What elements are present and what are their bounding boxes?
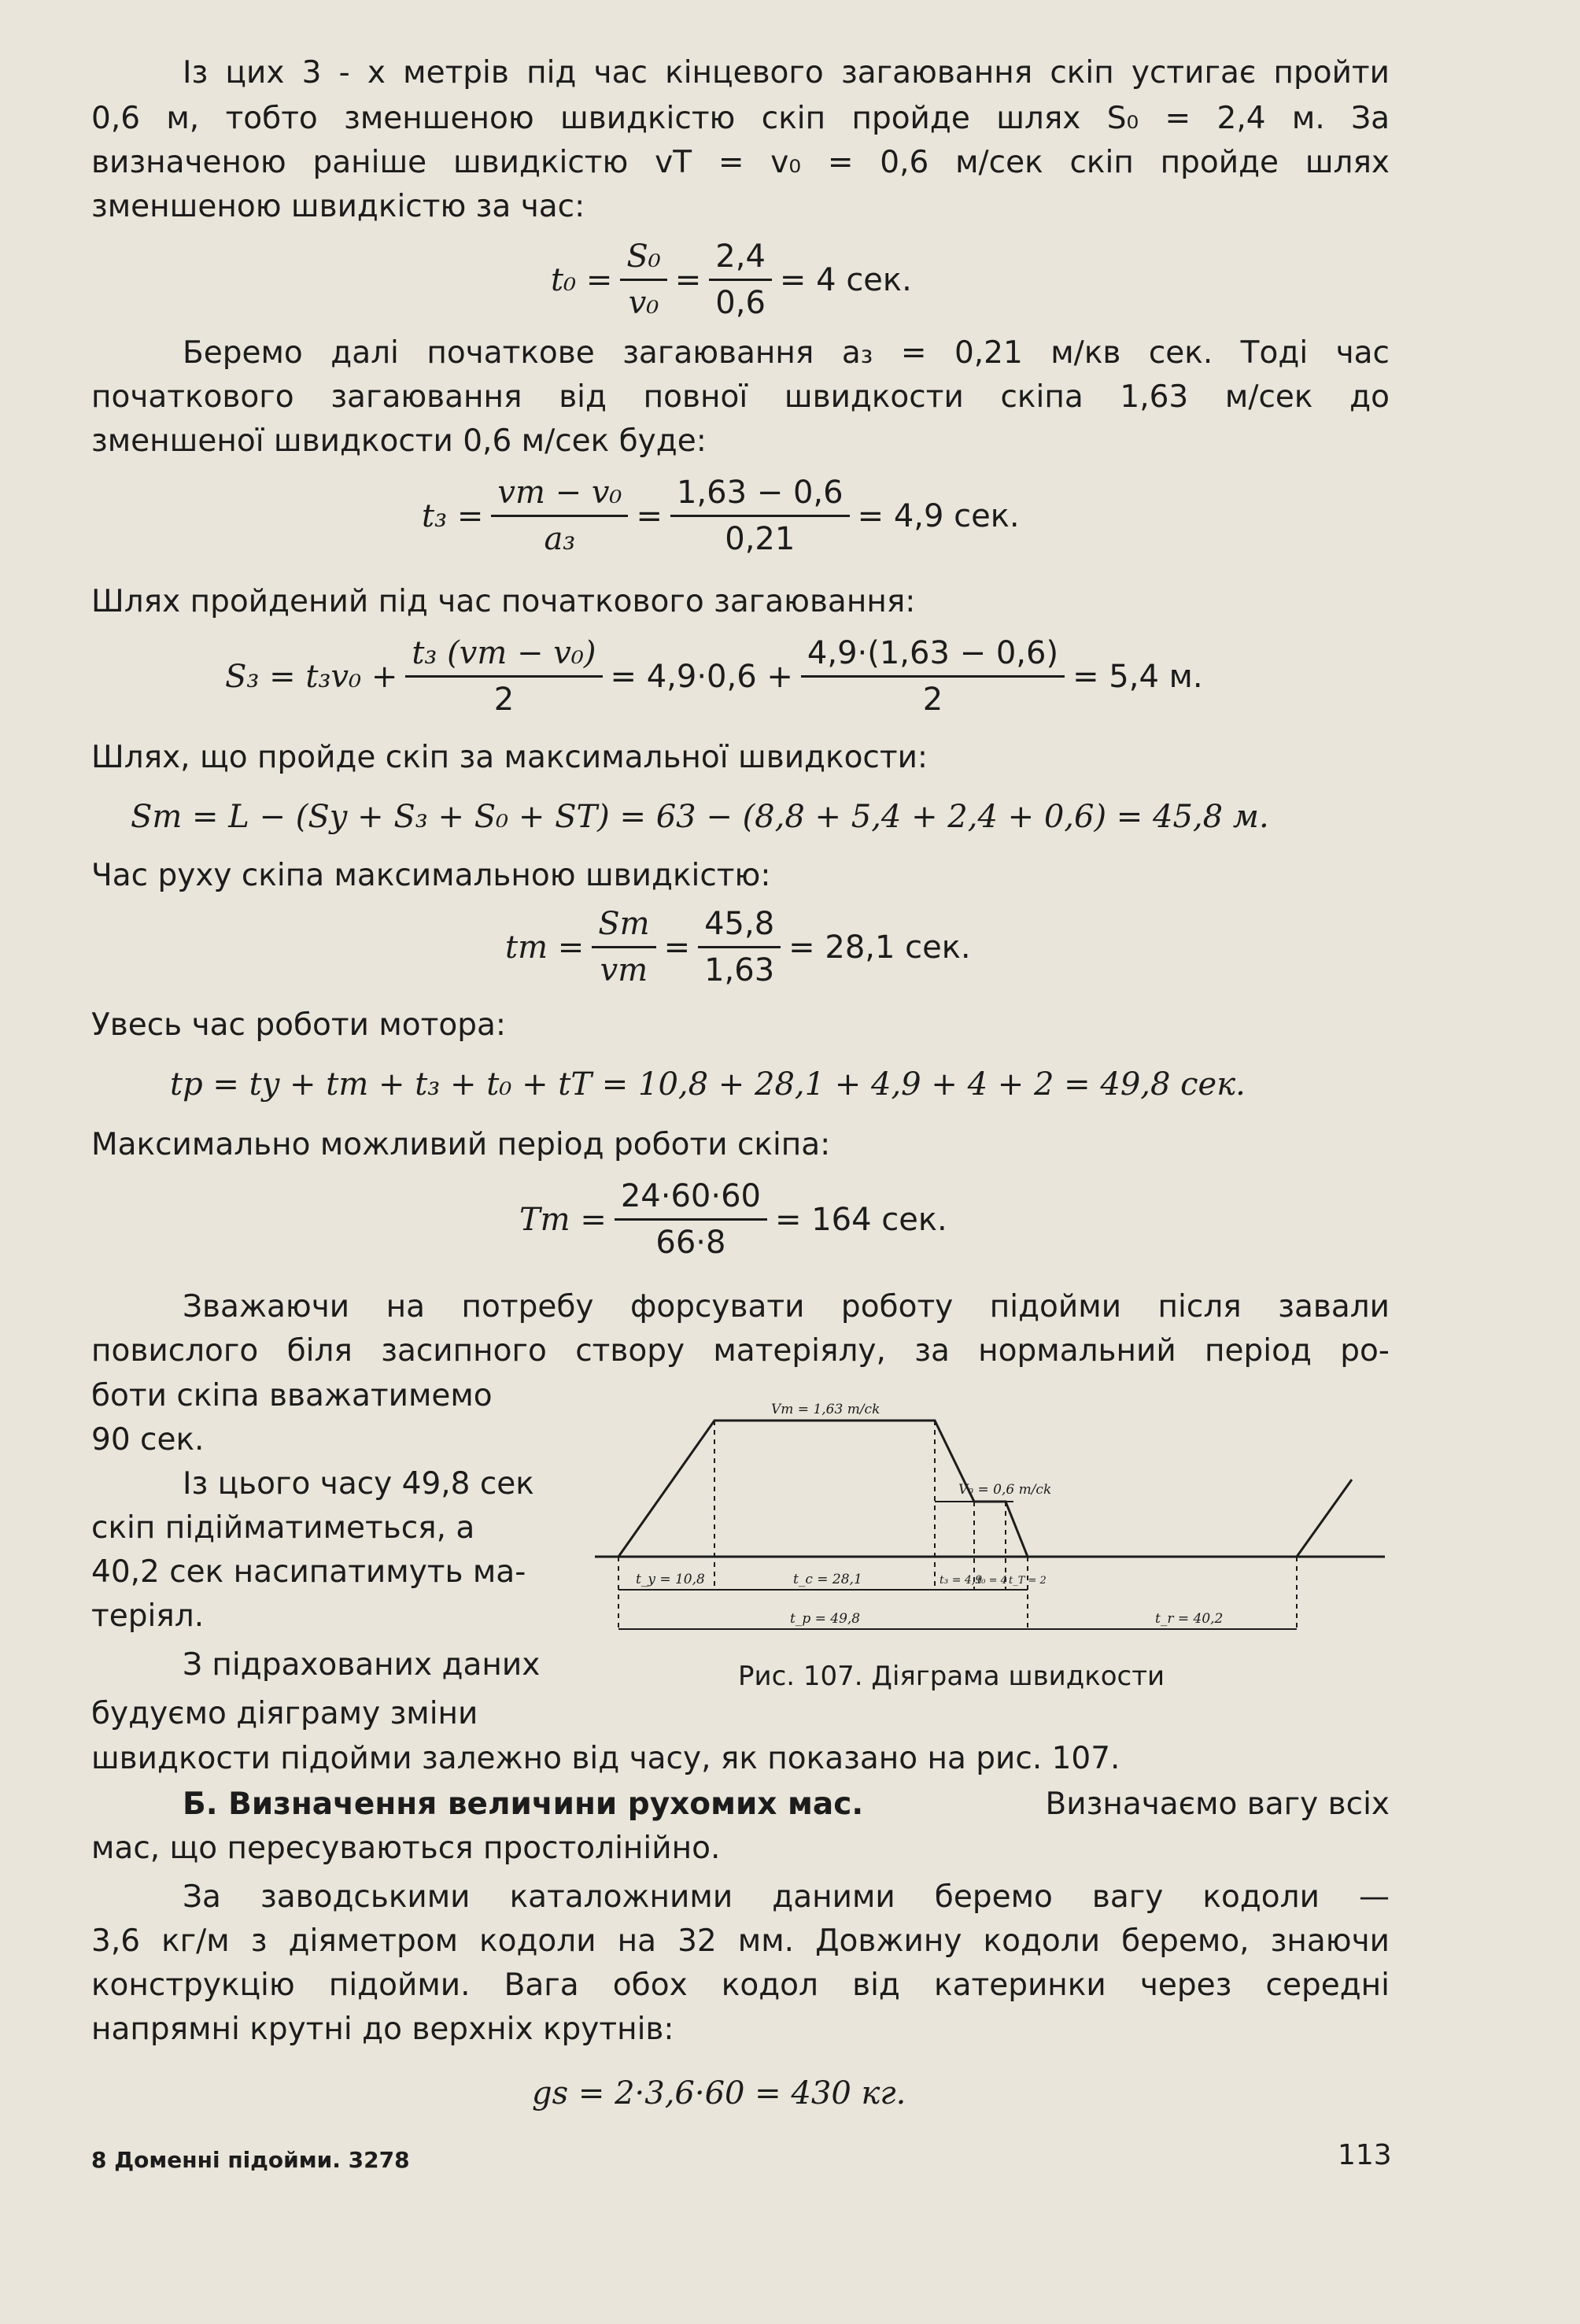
formula-text: gs = 2·3,6·60 = 430 кг. — [532, 2075, 906, 2112]
fraction — [615, 1176, 767, 1263]
text-line: 0,6 м, тобто зменшеною швидкістю скіп пройде шлях S₀ = 2,4 м. За — [91, 101, 1390, 136]
numerator: 1,63 − 0,6 — [670, 472, 850, 517]
formula-rhs: = 28,1 сек. — [788, 929, 971, 966]
text-line: будуємо діяграму зміни — [91, 1696, 478, 1731]
tT-label: t_T = 2 — [1009, 1575, 1047, 1587]
text-line: зменшеної швидкости 0,6 м/сек буде: — [91, 423, 707, 459]
tp-label: t_p = 49,8 — [790, 1611, 861, 1627]
formula-rhs: = 164 сек. — [774, 1201, 947, 1238]
formula-lhs: tm = — [505, 929, 585, 966]
ty-label: t_y = 10,8 — [636, 1572, 705, 1587]
text-line: Максимально можливий період роботи скіпа: — [91, 1127, 831, 1162]
fraction — [592, 903, 655, 991]
page-number: 113 — [1338, 2139, 1392, 2171]
denominator: 2 — [922, 682, 943, 718]
denominator: 1,63 — [704, 952, 775, 988]
t3-label: t₃ = 4,9 — [940, 1574, 983, 1587]
formula-text: tp = ty + tm + t₃ + t₀ + tT = 10,8 + 28,1 + 4,9 + 4 + 2 = 49,8 сек. — [170, 1066, 1246, 1103]
denominator: v₀ — [628, 285, 659, 321]
formula-mid: = 4,9·0,6 + — [610, 658, 793, 695]
formula-lhs: t₀ = — [551, 261, 613, 298]
numerator: 45,8 — [698, 903, 781, 948]
text-line: мас, що пересуваються простолінійно. — [91, 1831, 721, 1866]
denominator: vm — [600, 952, 648, 988]
text-line: теріял. — [91, 1598, 205, 1634]
section-heading-line — [183, 1783, 1390, 1826]
numerator: t₃ (vm − v₀) — [405, 633, 602, 678]
formula-text: Sm = L − (Sy + S₃ + S₀ + ST) = 63 − (8,8 + 5,4 + 2,4 + 0,6) = 45,8 м. — [131, 799, 1269, 835]
denominator: 66·8 — [655, 1225, 726, 1261]
denominator: 0,6 — [715, 285, 766, 321]
tr-label: t_r = 40,2 — [1155, 1611, 1224, 1627]
denominator: 2 — [493, 682, 515, 718]
text-line: Шлях, що пройде скіп за максимальної швидкости: — [91, 740, 928, 775]
formula-t0 — [551, 236, 912, 323]
fraction — [670, 472, 850, 560]
text-line: 3,6 кг/м з діяметром кодоли на 32 мм. Довжину кодоли беремо, знаючи — [91, 1923, 1390, 1959]
text-line: Час руху скіпа максимальною швидкістю: — [91, 858, 771, 893]
figure-caption: Рис. 107. Діяграма швидкости — [738, 1661, 1165, 1692]
fraction — [620, 236, 666, 323]
fraction — [491, 472, 628, 560]
equals-sign: = — [636, 497, 663, 534]
section-heading: Б. Визначення величини рухомих мас. — [183, 1786, 864, 1822]
text-line: 40,2 сек насипатимуть ма- — [91, 1554, 526, 1590]
text-line: напрямні крутні до верхніх крутнів: — [91, 2012, 674, 2047]
numerator: 2,4 — [709, 236, 772, 281]
text-line: Шлях пройдений під час початкового загаювання: — [91, 584, 916, 619]
text-line: Із цих 3 - х метрів під час кінцевого загаювання скіп устигає пройти — [183, 55, 1390, 91]
numerator: 24·60·60 — [615, 1176, 767, 1221]
numerator: vm − v₀ — [491, 472, 628, 517]
formula-sm — [131, 795, 1269, 839]
footer-signature: 8 Доменні підойми. 3278 — [91, 2147, 410, 2173]
next-cycle-line — [1297, 1480, 1352, 1557]
denominator: a₃ — [544, 521, 576, 557]
text-line: повислого біля засипного створу матеріялу, за нормальний період ро- — [91, 1333, 1390, 1369]
equals-sign: = — [663, 929, 691, 966]
text-line: визначеною раніше швидкістю vT = v₀ = 0,6 м/сек скіп пройде шлях — [91, 145, 1390, 180]
formula-lhs: t₃ = — [422, 497, 484, 534]
text-line: Увесь час роботи мотора: — [91, 1007, 506, 1043]
text-line: Беремо далі початкове загаювання a₃ = 0,21 м/кв сек. Тоді час — [183, 335, 1390, 371]
text-line: 90 сек. — [91, 1422, 205, 1458]
numerator: 4,9·(1,63 − 0,6) — [801, 633, 1065, 678]
formula-rhs: = 4,9 сек. — [857, 497, 1020, 534]
fraction — [405, 633, 602, 720]
vm-label: Vm = 1,63 m/ck — [771, 1402, 880, 1417]
tc-label: t_c = 28,1 — [793, 1572, 862, 1587]
formula-tp — [170, 1062, 1246, 1107]
text-line: швидкости підойми залежно від часу, як показано на рис. 107. — [91, 1741, 1120, 1776]
numerator: Sm — [592, 903, 655, 948]
formula-lhs: S₃ = t₃v₀ + — [225, 658, 398, 695]
text-line: боти скіпа вважатимемо — [91, 1378, 493, 1413]
text-line: зменшеною швидкістю за час: — [91, 189, 585, 224]
denominator: 0,21 — [725, 521, 796, 557]
speed-diagram — [589, 1401, 1391, 1668]
text-line: скіп підійматиметься, а — [91, 1510, 475, 1546]
formula-lhs: Tm = — [519, 1201, 607, 1238]
fraction — [801, 633, 1065, 720]
formula-tm — [505, 903, 971, 991]
text-line: З підрахованих даних — [183, 1647, 541, 1683]
fraction — [698, 903, 781, 991]
formula-rhs: = 4 сек. — [779, 261, 912, 298]
numerator: S₀ — [620, 236, 666, 281]
formula-t3 — [422, 472, 1020, 560]
formula-rhs: = 5,4 м. — [1072, 658, 1203, 695]
formula-s3 — [225, 633, 1203, 720]
formula-Tm — [519, 1176, 947, 1263]
text-line: За заводськими каталожними даними беремо вагу кодоли — — [183, 1879, 1390, 1915]
equals-sign: = — [674, 261, 702, 298]
text-line: початкового загаювання від повної швидкости скіпа 1,63 м/сек до — [91, 379, 1390, 415]
formula-gs — [532, 2071, 906, 2115]
fraction — [709, 236, 772, 323]
text-line: конструкцію підойми. Вага обох кодол від катеринки через середні — [91, 1967, 1390, 2003]
t0-label: t₀ = 4 — [977, 1575, 1007, 1587]
text-line: Із цього часу 49,8 сек — [183, 1466, 534, 1502]
text-line: Зважаючи на потребу форсувати роботу підойми після завали — [183, 1289, 1390, 1325]
text-fragment: Визначаємо вагу всіх — [1045, 1786, 1390, 1822]
v0-label: V₀ = 0,6 m/ck — [958, 1482, 1052, 1498]
